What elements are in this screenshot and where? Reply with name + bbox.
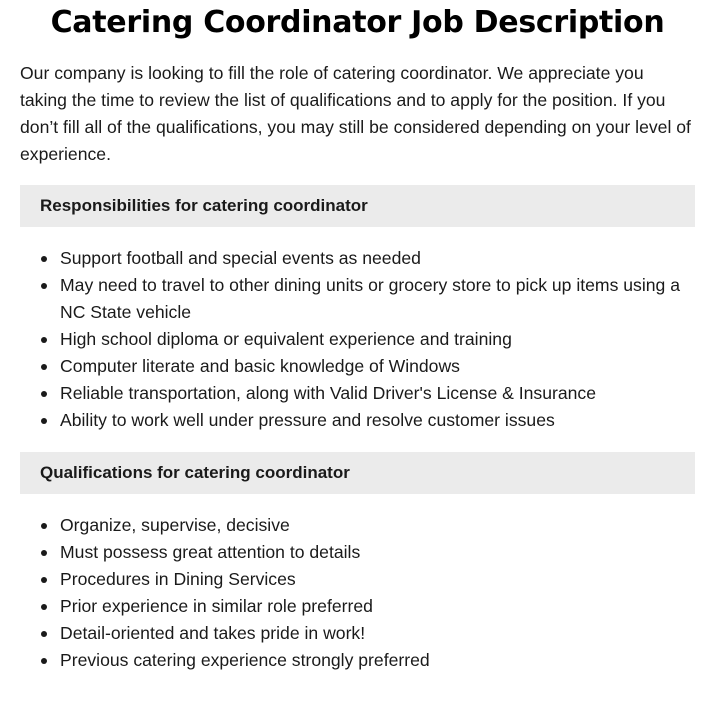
list-item xyxy=(60,593,695,620)
bullet-icon xyxy=(41,418,47,424)
list-item-text: Reliable transportation, along with Valid Driver's License & Insurance xyxy=(60,383,597,403)
responsibilities-list xyxy=(20,245,695,434)
list-item-text: Computer literate and basic knowledge of Windows xyxy=(60,356,460,376)
bullet-icon xyxy=(41,550,47,556)
intro-paragraph: Our company is looking to fill the role of catering coordinator. We appreciate you taking the time to review the list of qualifications and to apply for the position. If you don’t fill all of the qualifications, you may still be considered depending on your level of experience. xyxy=(20,63,691,164)
qualifications-heading: Qualifications for catering coordinator xyxy=(20,452,695,494)
bullet-icon xyxy=(41,631,47,637)
list-item-text: Detail-oriented and takes pride in work! xyxy=(60,623,366,643)
list-item xyxy=(60,272,695,326)
bullet-icon xyxy=(41,364,47,370)
bullet-icon xyxy=(41,523,47,529)
list-item-text: Organize, supervise, decisive xyxy=(60,515,290,535)
list-item xyxy=(60,539,695,566)
list-item-text: Procedures in Dining Services xyxy=(60,569,296,589)
list-item-text: May need to travel to other dining units or grocery store to pick up items using a NC State vehicle xyxy=(60,275,681,322)
qualifications-list xyxy=(20,512,695,674)
list-item-text: Previous catering experience strongly preferred xyxy=(60,650,430,670)
list-item xyxy=(60,326,695,353)
bullet-icon xyxy=(41,658,47,664)
list-item xyxy=(60,245,695,272)
page-title: Catering Coordinator Job Description xyxy=(50,5,665,40)
list-item-text: Prior experience in similar role preferred xyxy=(60,596,373,616)
list-item-text: High school diploma or equivalent experience and training xyxy=(60,329,512,349)
list-item-text: Support football and special events as needed xyxy=(60,248,421,268)
list-item xyxy=(60,566,695,593)
bullet-icon xyxy=(41,391,47,397)
responsibilities-heading: Responsibilities for catering coordinator xyxy=(20,185,695,227)
list-item-text: Must possess great attention to details xyxy=(60,542,361,562)
bullet-icon xyxy=(41,256,47,262)
bullet-icon xyxy=(41,604,47,610)
list-item xyxy=(60,380,695,407)
bullet-icon xyxy=(41,577,47,583)
list-item xyxy=(60,407,695,434)
list-item xyxy=(60,647,695,674)
bullet-icon xyxy=(41,283,47,289)
list-item xyxy=(60,620,695,647)
list-item xyxy=(60,353,695,380)
list-item xyxy=(60,512,695,539)
bullet-icon xyxy=(41,337,47,343)
list-item-text: Ability to work well under pressure and resolve customer issues xyxy=(60,410,555,430)
